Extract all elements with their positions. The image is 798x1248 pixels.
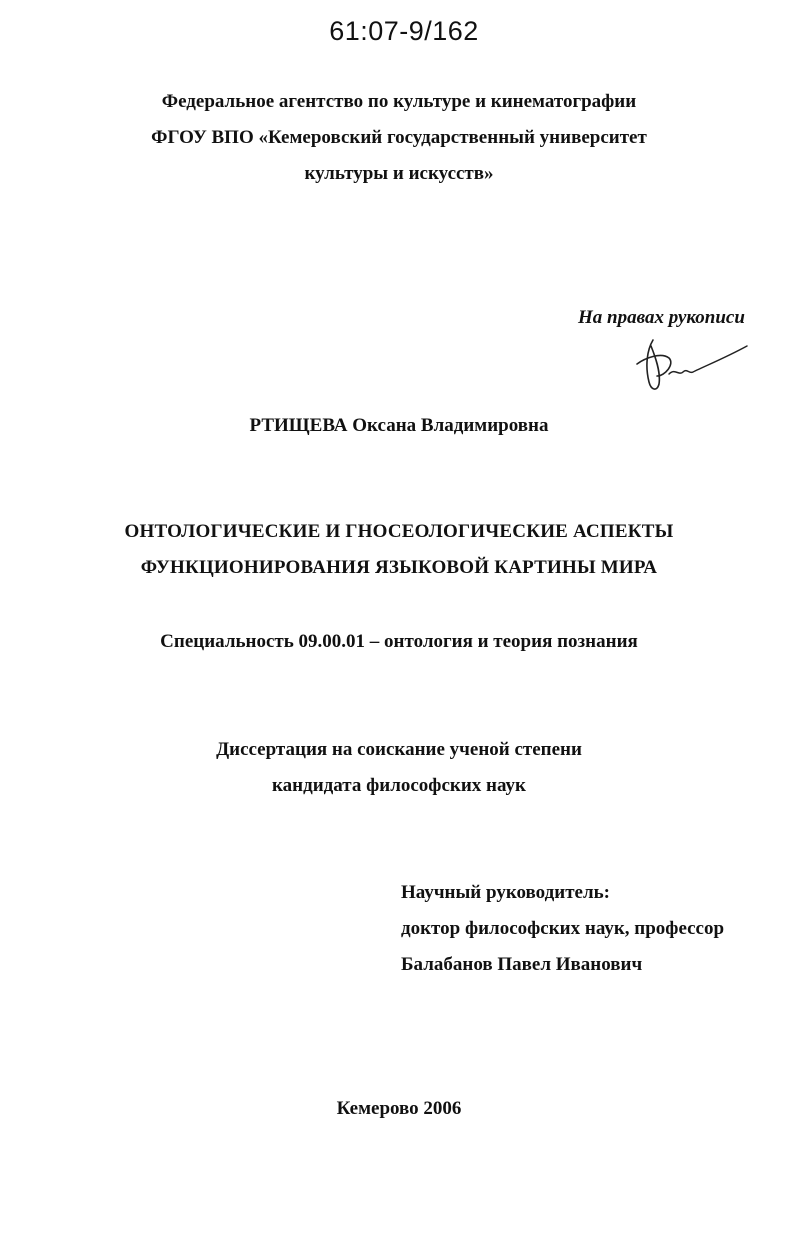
- place-and-year: Кемерово 2006: [336, 1098, 462, 1119]
- dissertation-title-line-2: ФУНКЦИОНИРОВАНИЯ ЯЗЫКОВОЙ КАРТИНЫ МИРА: [140, 557, 658, 578]
- institution-line-1: Федеральное агентство по культуре и кинематографии: [161, 91, 637, 112]
- specialty: Специальность 09.00.01 – онтология и теория познания: [160, 631, 638, 652]
- dissertation-title-line-1: ОНТОЛОГИЧЕСКИЕ И ГНОСЕОЛОГИЧЕСКИЕ АСПЕКТЫ: [124, 521, 674, 542]
- manuscript-note: На правах рукописи: [578, 307, 745, 328]
- institution-line-3: культуры и искусств»: [304, 163, 494, 184]
- handwritten-signature: [635, 332, 755, 398]
- supervisor-label: Научный руководитель:: [401, 882, 610, 903]
- institution-line-2: ФГОУ ВПО «Кемеровский государственный университет: [151, 127, 647, 148]
- library-stamp-code: 61:07-9/162: [329, 16, 479, 46]
- supervisor-name: Балабанов Павел Иванович: [401, 954, 643, 975]
- degree-line-2: кандидата философских наук: [272, 775, 526, 796]
- supervisor-credentials: доктор философских наук, профессор: [401, 918, 725, 939]
- author-name: РТИЩЕВА Оксана Владимировна: [249, 415, 549, 436]
- degree-line-1: Диссертация на соискание ученой степени: [216, 739, 582, 760]
